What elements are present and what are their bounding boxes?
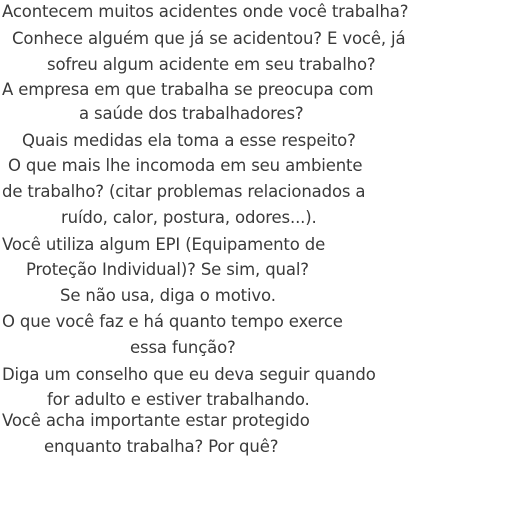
text-line: Você acha importante estar protegido — [2, 411, 310, 430]
text-line: A empresa em que trabalha se preocupa com — [2, 80, 374, 99]
text-line: a saúde dos trabalhadores? — [79, 104, 304, 123]
text-line: Acontecem muitos acidentes onde você trabalha? — [2, 2, 409, 21]
text-line: essa função? — [130, 338, 236, 357]
text-line: Diga um conselho que eu deva seguir quando — [2, 365, 376, 384]
text-line: Proteção Individual)? Se sim, qual? — [26, 260, 309, 279]
text-line: enquanto trabalha? Por quê? — [44, 437, 279, 456]
text-line: Você utiliza algum EPI (Equipamento de — [2, 235, 326, 254]
text-line: ruído, calor, postura, odores...). — [61, 208, 317, 227]
text-line: Se não usa, diga o motivo. — [60, 286, 276, 305]
text-line: O que mais lhe incomoda em seu ambiente — [8, 156, 363, 175]
text-line: sofreu algum acidente em seu trabalho? — [47, 55, 376, 74]
text-line: Conhece alguém que já se acidentou? E você, já — [12, 29, 406, 48]
text-line: for adulto e estiver trabalhando. — [47, 390, 310, 409]
text-line: de trabalho? (citar problemas relacionados a — [2, 182, 366, 201]
text-line: Quais medidas ela toma a esse respeito? — [22, 131, 356, 150]
text-line: O que você faz e há quanto tempo exerce — [2, 312, 343, 331]
